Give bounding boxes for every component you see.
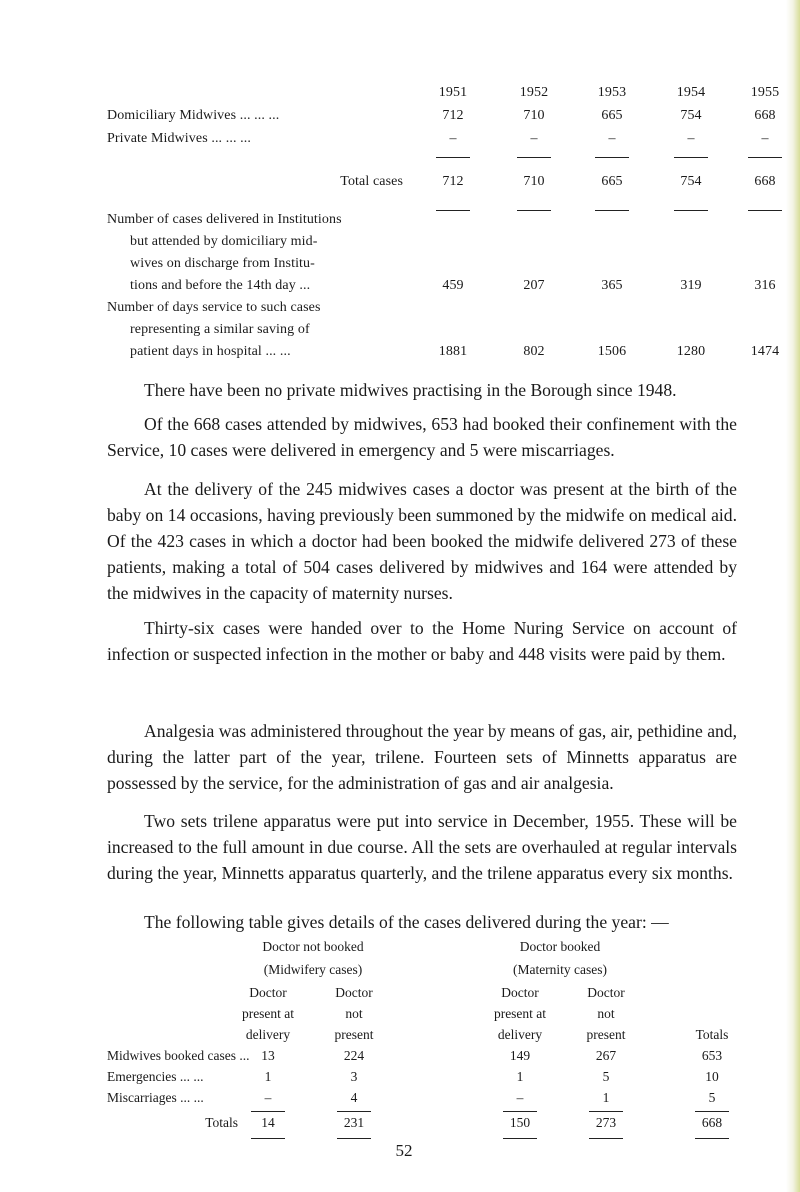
row-label: patient days in hospital ... ... (130, 344, 291, 359)
total-cell: 668 (754, 174, 776, 189)
column-heading: Doctor (335, 985, 373, 1000)
table-cell: 1881 (438, 344, 468, 359)
row-label: but attended by domiciliary mid- (130, 234, 318, 249)
table-cell: 149 (509, 1048, 531, 1063)
sum-rule (251, 1111, 285, 1112)
year-header: 1951 (438, 85, 468, 100)
table-cell: 316 (754, 278, 776, 293)
table-cell: 1506 (597, 344, 627, 359)
sum-rule (436, 157, 470, 158)
column-heading: Totals (695, 1027, 729, 1042)
row-label: Miscarriages ... ... (107, 1090, 204, 1105)
column-heading: delivery (245, 1027, 291, 1042)
sum-rule (337, 1138, 371, 1139)
row-label: tions and before the 14th day ... (130, 278, 311, 293)
total-cell: 14 (261, 1115, 275, 1130)
table-cell: 5 (602, 1069, 610, 1084)
sum-rule (503, 1138, 537, 1139)
year-header: 1952 (519, 85, 549, 100)
row-label: Number of days service to such cases (107, 300, 321, 315)
group-heading: (Maternity cases) (512, 962, 608, 977)
table-cell: 754 (680, 108, 702, 123)
sum-rule (503, 1111, 537, 1112)
table-cell: – (687, 131, 695, 146)
table-cell: 802 (523, 344, 545, 359)
sum-rule (517, 210, 551, 211)
table-cell: 665 (601, 108, 623, 123)
sum-rule (748, 210, 782, 211)
row-label: Midwives booked cases ... (107, 1048, 250, 1063)
column-heading: present at (241, 1006, 295, 1021)
group-heading: Doctor not booked (262, 939, 364, 954)
sum-rule (695, 1111, 729, 1112)
total-cell: 710 (523, 174, 545, 189)
table-cell: 1 (264, 1069, 272, 1084)
row-label: wives on discharge from Institu- (130, 256, 315, 271)
sum-rule (589, 1138, 623, 1139)
table-cell: 1 (516, 1069, 524, 1084)
sum-rule (337, 1111, 371, 1112)
column-heading: not (597, 1006, 615, 1021)
column-heading: Doctor (501, 985, 539, 1000)
column-heading: delivery (497, 1027, 543, 1042)
column-heading: present (586, 1027, 626, 1042)
sum-rule (748, 157, 782, 158)
table-cell: 653 (701, 1048, 723, 1063)
column-heading: not (345, 1006, 363, 1021)
total-cell: 231 (343, 1115, 365, 1130)
table-cell: 1280 (676, 344, 706, 359)
row-label: representing a similar saving of (130, 322, 310, 337)
table-cell: 4 (350, 1090, 358, 1105)
total-cell: 668 (701, 1115, 723, 1130)
paragraph: Two sets trilene apparatus were put into service in December, 1955. These will be increased to the full amount in due course. All the sets are overhauled at regular intervals during the year, Minnetts apparatus quarterly, and the trilene apparatus every six months. (107, 811, 737, 883)
table-cell: – (264, 1090, 272, 1105)
table-cell: 1 (602, 1090, 610, 1105)
row-label: Number of cases delivered in Institutions (107, 212, 342, 227)
row-label: Emergencies ... ... (107, 1069, 204, 1084)
table-cell: – (608, 131, 616, 146)
paragraph: There have been no private midwives practising in the Borough since 1948. (144, 380, 677, 400)
table-cell: 5 (708, 1090, 716, 1105)
total-cell: 665 (601, 174, 623, 189)
year-header: 1954 (676, 85, 706, 100)
sum-rule (674, 210, 708, 211)
total-label: Total cases (340, 174, 403, 189)
table-cell: 3 (350, 1069, 358, 1084)
total-cell: 150 (509, 1115, 531, 1130)
group-heading: (Midwifery cases) (263, 962, 363, 977)
sum-rule (251, 1138, 285, 1139)
paragraph: Analgesia was administered throughout the year by means of gas, air, pethidine and, during the latter part of the year, trilene. Fourteen sets of Minnetts apparatus are possessed by the service, for the administration of gas and air analgesia. (107, 721, 737, 793)
table-cell: 668 (754, 108, 776, 123)
table-cell: 712 (442, 108, 464, 123)
sum-rule (595, 210, 629, 211)
total-cell: 754 (680, 174, 702, 189)
sum-rule (436, 210, 470, 211)
sum-rule (595, 157, 629, 158)
sum-rule (695, 1138, 729, 1139)
table-cell: – (449, 131, 457, 146)
sum-rule (517, 157, 551, 158)
column-heading: present at (493, 1006, 547, 1021)
totals-label: Totals (205, 1115, 238, 1130)
total-cell: 712 (442, 174, 464, 189)
paragraph: Thirty-six cases were handed over to the Home Nuring Service on account of infection or suspected infection in the mother or baby and 448 visits were paid by them. (107, 618, 737, 664)
column-heading: Doctor (587, 985, 625, 1000)
group-heading: Doctor booked (519, 939, 601, 954)
table-cell: 365 (601, 278, 623, 293)
table-cell: 459 (442, 278, 464, 293)
row-label: Private Midwives ... ... ... (107, 131, 251, 146)
table-cell: 207 (523, 278, 545, 293)
table-cell: 710 (523, 108, 545, 123)
paragraph: At the delivery of the 245 midwives cases a doctor was present at the birth of the baby on 14 occasions, having previously been summoned by the midwife on medical aid. Of the 423 cases in which a doctor had been booked the midwife delivered 273 of these patients, making a total of 504 cases delivered by midwives and 164 were attended by the midwives in the capacity of maternity nurses. (107, 479, 737, 603)
table-cell: 224 (343, 1048, 365, 1063)
table-cell: 319 (680, 278, 702, 293)
year-header: 1955 (750, 85, 780, 100)
sum-rule (589, 1111, 623, 1112)
column-heading: present (334, 1027, 374, 1042)
table-cell: – (761, 131, 769, 146)
sum-rule (674, 157, 708, 158)
page-number: 52 (395, 1141, 413, 1160)
table-cell: 267 (595, 1048, 617, 1063)
table-cell: 10 (705, 1069, 719, 1084)
year-header: 1953 (597, 85, 627, 100)
row-label: Domiciliary Midwives ... ... ... (107, 108, 280, 123)
table-cell: 13 (261, 1048, 275, 1063)
table-cell: – (516, 1090, 524, 1105)
table-cell: – (530, 131, 538, 146)
total-cell: 273 (595, 1115, 617, 1130)
column-heading: Doctor (249, 985, 287, 1000)
paragraph: Of the 668 cases attended by midwives, 653 had booked their confinement with the Service, 10 cases were delivered in emergency and 5 were miscarriages. (107, 414, 737, 460)
table-cell: 1474 (750, 344, 780, 359)
paragraph: The following table gives details of the cases delivered during the year: — (144, 912, 669, 932)
